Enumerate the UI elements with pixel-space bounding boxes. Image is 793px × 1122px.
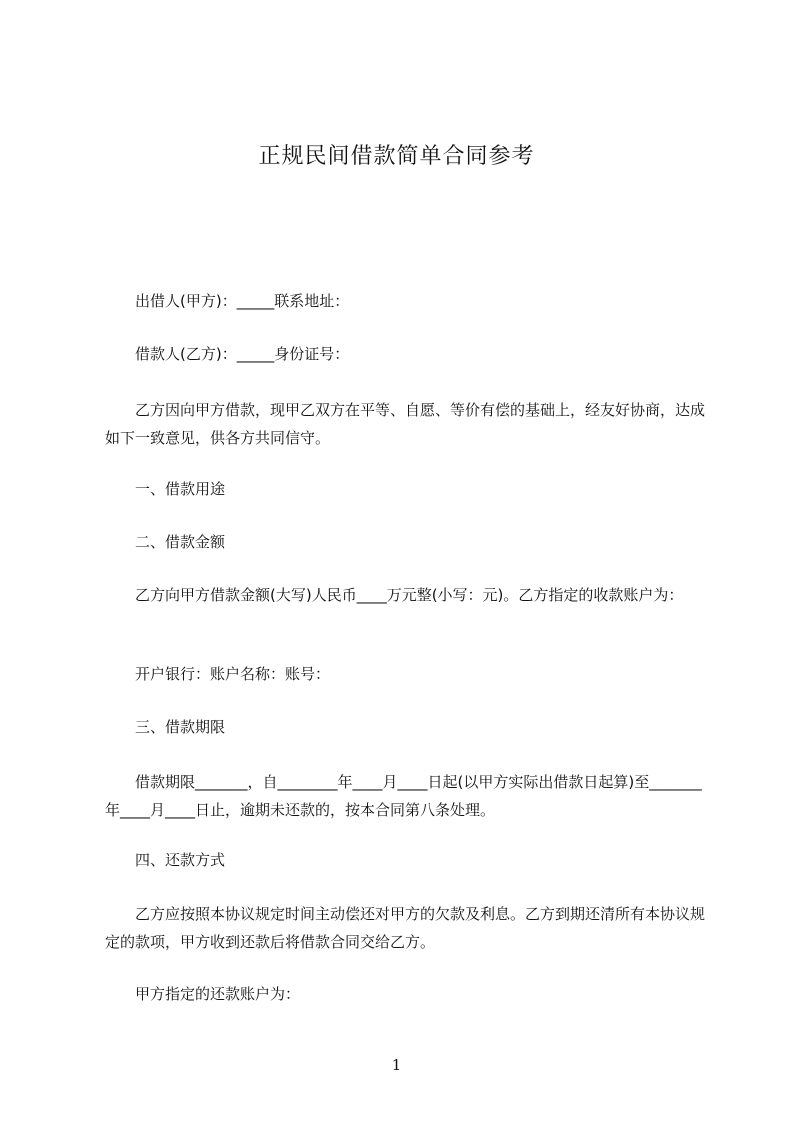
paragraph-term: 借款期限_______，自________年____月____日起(以甲方实际出借款日起算)至_______年____月____日止，逾期未还款的，按本合同第八条处理。	[105, 773, 702, 819]
document-title: 正规民间借款简单合同参考	[258, 144, 535, 169]
section-heading-purpose: 一、借款用途	[105, 480, 226, 498]
page-number: 1	[391, 1056, 402, 1074]
paragraph-bank-info: 开户银行：账户名称：账号：	[105, 665, 331, 683]
paragraph-borrower: 借款人(乙方)：_____身份证号：	[105, 345, 350, 363]
section-heading-repayment: 四、还款方式	[105, 851, 226, 869]
paragraph-preamble: 乙方因向甲方借款，现甲乙双方在平等、自愿、等价有偿的基础上，经友好协商，达成如下一致意见，供各方共同信守。	[105, 401, 706, 447]
paragraph-repayment-account: 甲方指定的还款账户为：	[105, 985, 301, 1003]
section-heading-term: 三、借款期限	[105, 718, 226, 736]
paragraph-lender: 出借人(甲方)：_____联系地址：	[105, 292, 350, 310]
section-heading-amount: 二、借款金额	[105, 533, 226, 551]
paragraph-repayment: 乙方应按照本协议规定时间主动偿还对甲方的欠款及利息。乙方到期还清所有本协议规定的款项，甲方收到还款后将借款合同交给乙方。	[105, 905, 706, 951]
paragraph-amount: 乙方向甲方借款金额(大写)人民币____万元整(小写：元)。乙方指定的收款账户为：	[105, 586, 684, 604]
